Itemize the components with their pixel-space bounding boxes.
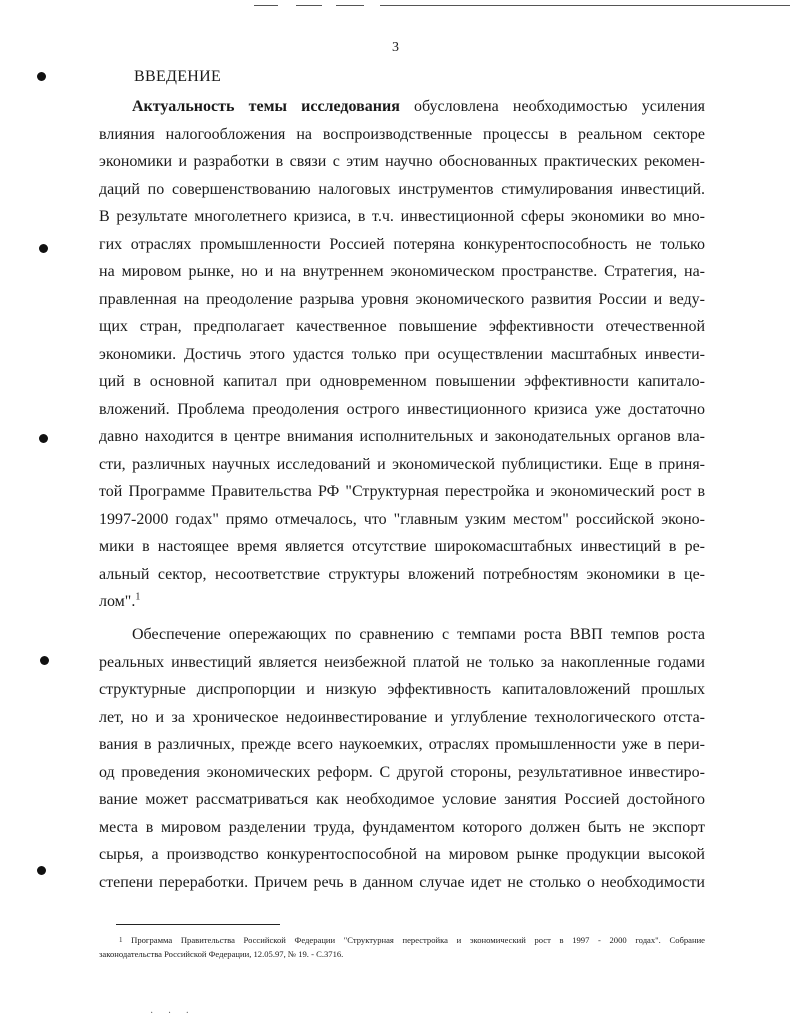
- footnote-line: законодательства Российской Федерации, 12.05.97, № 19. - С.3716.: [99, 949, 344, 959]
- paragraph-line: В результате многолетнего кризиса, в т.ч. инвестиционной сферы экономики во мно-: [99, 208, 705, 225]
- footnote-reference[interactable]: 1: [135, 591, 141, 603]
- paragraph-line: [99, 93, 705, 121]
- lead-phrase: Актуальность темы исследования: [132, 98, 400, 115]
- paragraph-line: правленная на преодоление разрыва уровня экономического развития России и веду-: [99, 290, 705, 308]
- paragraph-line: степени переработки. Причем речь в данном случае идет не столько о необходимости: [99, 873, 705, 891]
- paragraph-relevance: [99, 93, 705, 616]
- footnote-text: Программа Правительства Российской Федерации "Структурная перестройка и экономический рост в 1997 - 2000 годах". Собрание: [122, 935, 705, 945]
- paragraph-line: Обеспечение опережающих по сравнению с темпами роста ВВП темпов роста: [132, 626, 705, 643]
- paragraph-line: гих отраслях промышленности Россией потеряна конкурентоспособность не только: [99, 235, 705, 253]
- scan-specks: · · ·: [150, 1008, 195, 1019]
- punch-hole-mark: [37, 866, 46, 875]
- paragraph-line: щих стран, предполагает качественное повышение эффективности отечественной: [99, 318, 705, 335]
- paragraph-line: мики в настоящее время является отсутствие широкомасштабных инвестиций в ре-: [99, 538, 705, 555]
- paragraph-investment: [99, 621, 705, 896]
- paragraph-line: той Программе Правительства РФ "Структурная перестройка и экономический рост в: [99, 483, 705, 500]
- line-text: лом".: [99, 593, 136, 610]
- footnote: [99, 933, 705, 961]
- page-heading: ВВЕДЕНИЕ: [134, 68, 222, 85]
- paragraph-line: влияния налогообложения на воспроизводственные процессы в реальном секторе: [99, 125, 705, 143]
- paragraph-line: даций по совершенствованию налоговых инструментов стимулирования инвестиций.: [99, 180, 705, 198]
- paragraph-line: реальных инвестиций является неизбежной платой не только за накопленные годами: [99, 653, 705, 671]
- paragraph-line: ций в основной капитал при одновременном повышении эффективности капитало-: [99, 373, 705, 390]
- scan-artifact-line: [254, 5, 278, 6]
- paragraph-line: сырья, а производство конкурентоспособной на мировом рынке продукции высокой: [99, 846, 705, 863]
- paragraph-line: лет, но и за хроническое недоинвестирование и углубление технологического отста-: [99, 708, 705, 726]
- paragraph-line: сти, различных научных исследований и экономической публицистики. Еще в приня-: [99, 455, 705, 473]
- punch-hole-mark: [37, 72, 46, 81]
- paragraph-line: места в мировом разделении труда, фундаментом которого должен быть не экспорт: [99, 818, 705, 836]
- line-text: обусловлена необходимостью усиления: [399, 98, 705, 115]
- punch-hole-mark: [39, 244, 48, 253]
- footnote-line: [99, 933, 705, 947]
- footnote-mark: 1: [119, 936, 123, 944]
- paragraph-line: экономики. Достичь этого удастся только при осуществлении масштабных инвести-: [99, 345, 705, 363]
- punch-hole-mark: [39, 434, 48, 443]
- paragraph-line: альный сектор, несоответствие структуры вложений потребностям экономики в це-: [99, 565, 705, 583]
- paragraph-line: 1997-2000 годах" прямо отмечалось, что "главным узким местом" российской эконо-: [99, 510, 705, 528]
- scan-artifact-line: [380, 5, 790, 6]
- scan-artifact-line: [336, 5, 364, 6]
- paragraph-line: на мировом рынке, но и на внутреннем экономическом пространстве. Стратегия, на-: [99, 263, 705, 280]
- paragraph-line: вложений. Проблема преодоления острого инвестиционного кризиса уже достаточно: [99, 400, 705, 418]
- paragraph-line: структурные диспропорции и низкую эффективность капиталовложений прошлых: [99, 681, 705, 698]
- scan-artifact-line: [296, 5, 322, 6]
- paragraph-line: вание может рассматриваться как необходимое условие занятия Россией достойного: [99, 791, 705, 808]
- footnote-divider: [116, 924, 280, 925]
- paragraph-line: [99, 588, 705, 616]
- page-number: 3: [392, 40, 399, 55]
- paragraph-line: вания в различных, прежде всего наукоемких, отраслях промышленности уже в пери-: [99, 736, 705, 753]
- paragraph-line: экономики и разработки в связи с этим научно обоснованных практических рекомен-: [99, 153, 705, 170]
- paragraph-line: од проведения экономических реформ. С другой стороны, результативное инвестиро-: [99, 763, 705, 781]
- paragraph-line: давно находится в центре внимания исполнительных и законодательных органов вла-: [99, 428, 705, 445]
- punch-hole-mark: [40, 656, 49, 665]
